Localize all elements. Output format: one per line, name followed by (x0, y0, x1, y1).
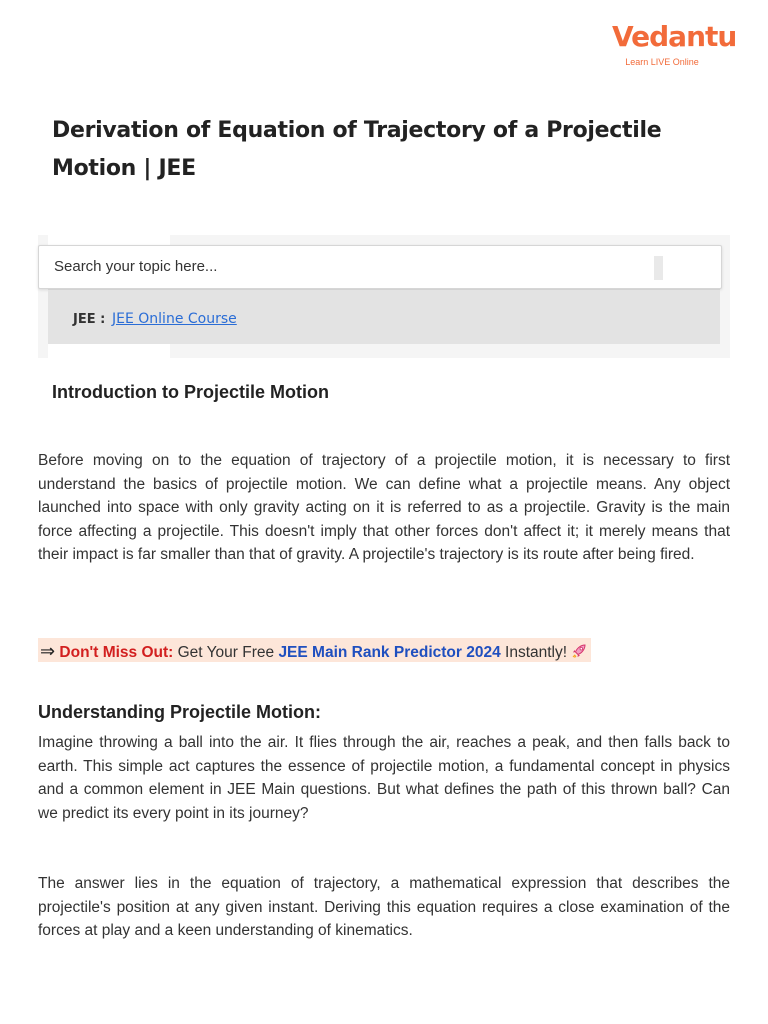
search-input[interactable] (54, 258, 634, 275)
promo-highlight: Don't Miss Out: (59, 644, 174, 661)
rocket-icon (571, 644, 587, 661)
search-panel (38, 235, 730, 358)
course-label: JEE : (73, 312, 106, 327)
intro-heading: Introduction to Projectile Motion (52, 382, 329, 402)
jee-online-course-link[interactable]: JEE Online Course (112, 311, 237, 327)
understanding-paragraph: Imagine throwing a ball into the air. It flies through the air, reaches a peak, and then falls back to earth. This simple act captures the essence of projectile motion, a fundamental concept in physics and a common element in JEE Main questions. But what defines the path of this thrown ball? Can we predict its every point in its journey? (38, 734, 730, 822)
promo-text-before: Get Your Free (177, 644, 279, 661)
page-title: Derivation of Equation of Trajectory of a Projectile Motion | JEE (52, 118, 662, 181)
logo-wordmark: Vedantu (612, 20, 737, 53)
course-bar (48, 289, 720, 344)
understanding-heading: Understanding Projectile Motion: (38, 702, 322, 722)
answer-paragraph: The answer lies in the equation of trajectory, a mathematical expression that describes the projectile's position at any given instant. Deriving this equation requires a close examination of the forces at play and a keen understanding of kinematics. (38, 875, 730, 939)
arrow-icon: ⇒ (40, 641, 56, 661)
logo-tagline: Learn LIVE Online (625, 57, 699, 67)
vedantu-logo[interactable] (612, 20, 737, 72)
intro-paragraph: Before moving on to the equation of trajectory of a projectile motion, it is necessary to first understand the basics of projectile motion. We can define what a projectile means. Any object launched into space with only gravity acting on it is referred to as a projectile. Gravity is the main force affecting a projectile. This doesn't imply that other forces don't affect it; it merely means that their impact is far smaller than that of gravity. A projectile's trajectory is its route after being fired. (38, 452, 730, 563)
search-box[interactable] (38, 245, 722, 289)
rank-predictor-link[interactable]: JEE Main Rank Predictor 2024 (278, 644, 501, 661)
promo-text-after: Instantly! (505, 644, 572, 661)
promo-banner (38, 638, 591, 662)
search-button[interactable] (654, 256, 663, 280)
